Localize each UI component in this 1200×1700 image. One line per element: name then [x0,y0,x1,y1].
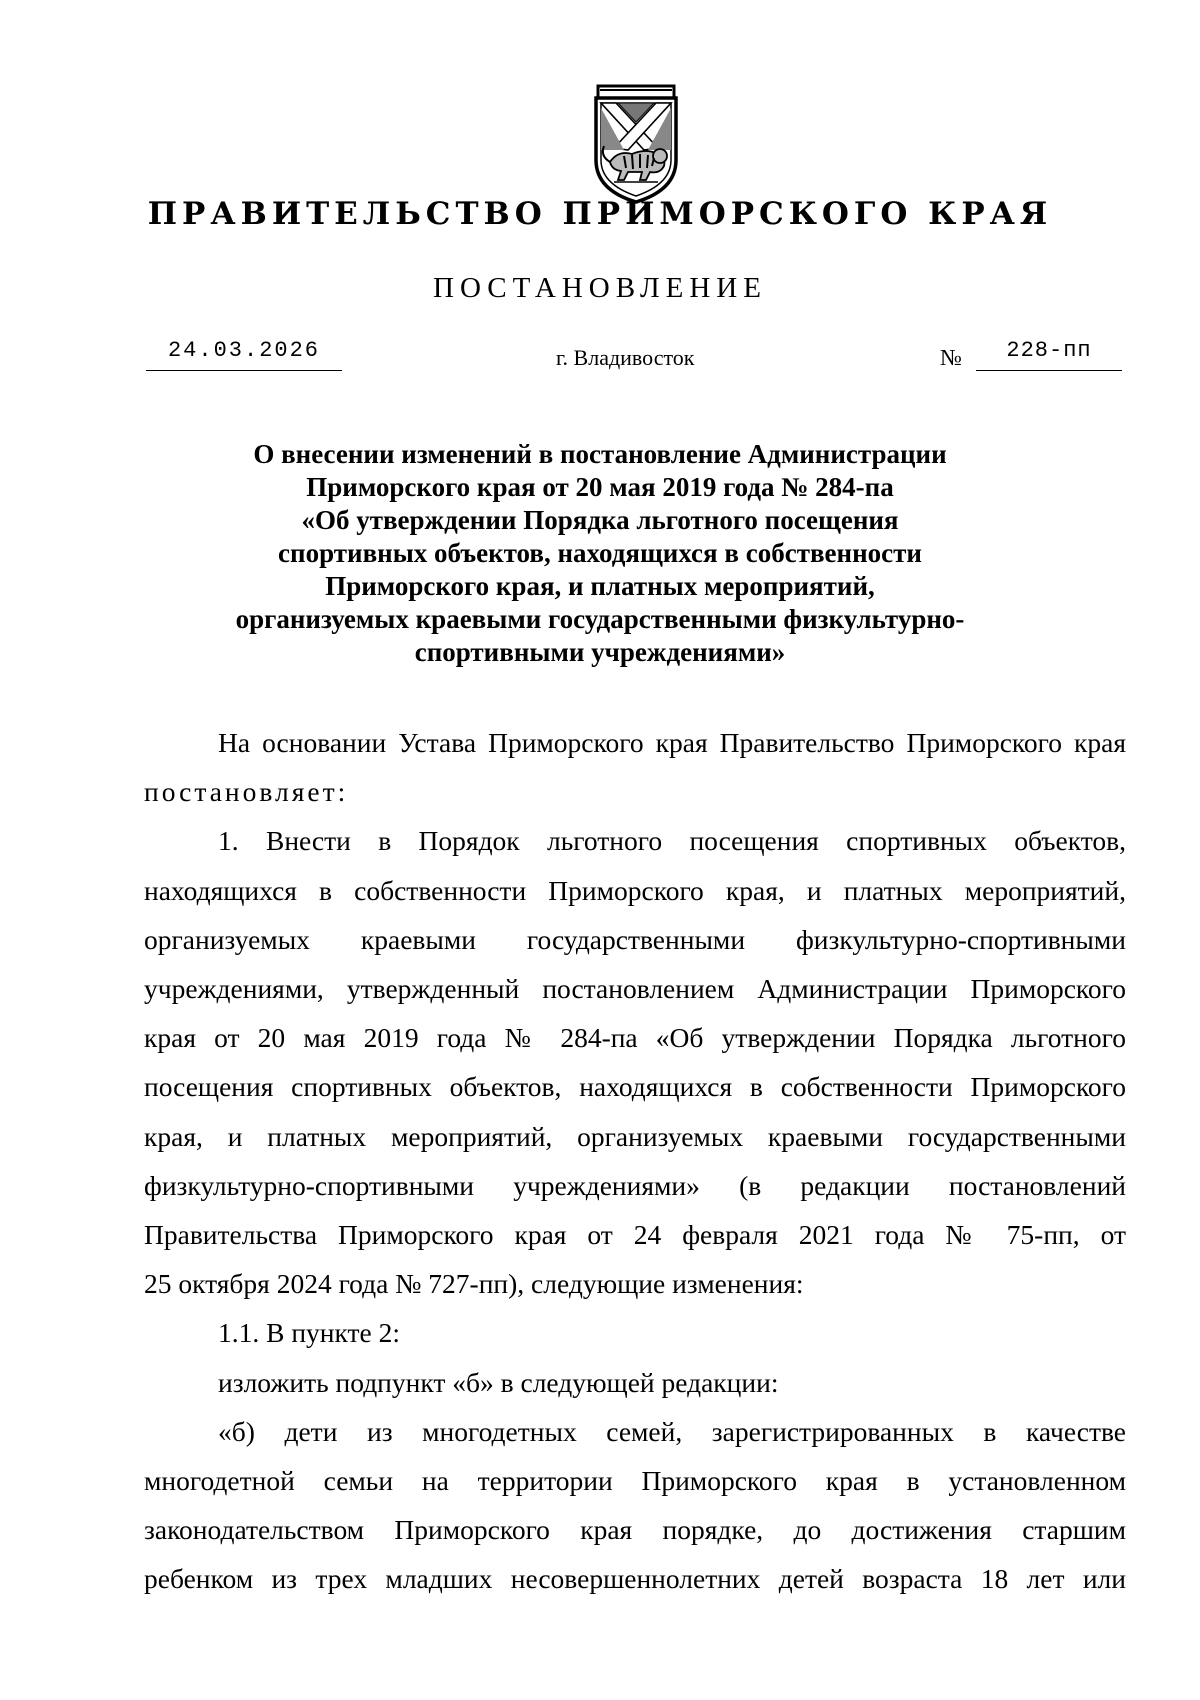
item-1-line: учреждениями, утвержденный постановлением Администрации Приморского [144,973,1126,1005]
heading-line: «Об утверждении Порядка льготного посещения [301,505,899,535]
item-1-line: физкультурно-спортивными учреждениями» (в редакции постановлений [144,1169,1126,1201]
item-1-1-instruction: изложить подпункт «б» в следующей редакции: [218,1366,779,1398]
heading-line: Приморского края, и платных мероприятий, [325,571,875,601]
item-1-line: края, и платных мероприятий, организуемых краевыми государственными [144,1120,1126,1152]
subitem-b-line: ребенком из трех младших несовершеннолетних детей возраста 18 лет или [144,1563,1126,1595]
document-heading [200,438,1000,669]
document-type: ПОСТАНОВЛЕНИЕ [433,272,767,304]
item-1-line: посещения спортивных объектов, находящихся в собственности Приморского [144,1071,1126,1103]
document-city: г. Владивосток [556,345,695,370]
item-1-line: организуемых краевыми государственными физкультурно-спортивными [144,923,1126,955]
subitem-b-line: многодетной семьи на территории Приморского края в установленном [144,1465,1126,1497]
subitem-b-line: «б) дети из многодетных семей, зарегистрированных в качестве [218,1415,1126,1447]
heading-line: организуемых краевыми государственными физкультурно- [235,604,965,634]
item-1-line: 1. Внести в Порядок льготного посещения спортивных объектов, [218,825,1126,857]
number-underline [976,370,1122,371]
coat-of-arms-icon [588,78,684,208]
item-1-line: края от 20 мая 2019 года № 284-па «Об утверждении Порядка льготного [144,1022,1126,1054]
document-date: 24.03.2026 [167,338,321,363]
heading-line: спортивными учреждениями» [414,637,786,667]
item-1-line: 25 октября 2024 года № 727-пп), следующие изменения: [144,1268,804,1300]
heading-line: Приморского края от 20 мая 2019 года № 284-па [306,472,894,502]
heading-line: О внесении изменений в постановление Администрации [253,439,947,469]
heading-line: спортивных объектов, находящихся в собственности [278,538,922,568]
number-sign: № [940,345,962,370]
document-number: 228-пп [1006,338,1092,363]
subitem-b-line: законодательством Приморского края порядке, до достижения старшим [144,1514,1126,1546]
preamble-paragraph [144,718,1126,816]
item-1-line: находящихся в собственности Приморского края, и платных мероприятий, [144,874,1126,906]
item-1-1-paragraph: 1.1. В пункте 2: [218,1317,401,1349]
date-underline [146,370,342,371]
government-title: ПРАВИТЕЛЬСТВО ПРИМОРСКОГО КРАЯ [147,196,1053,232]
item-1-line: Правительства Приморского края от 24 февраля 2021 года № 75-пп, от [144,1219,1126,1251]
preamble-text: На основании Устава Приморского края Правительство Приморского края [218,727,1126,758]
item-1-paragraph [144,816,1126,1308]
document-body [144,718,1126,1604]
subitem-b-paragraph [144,1407,1126,1604]
decree-word: постановляет: [144,776,349,808]
